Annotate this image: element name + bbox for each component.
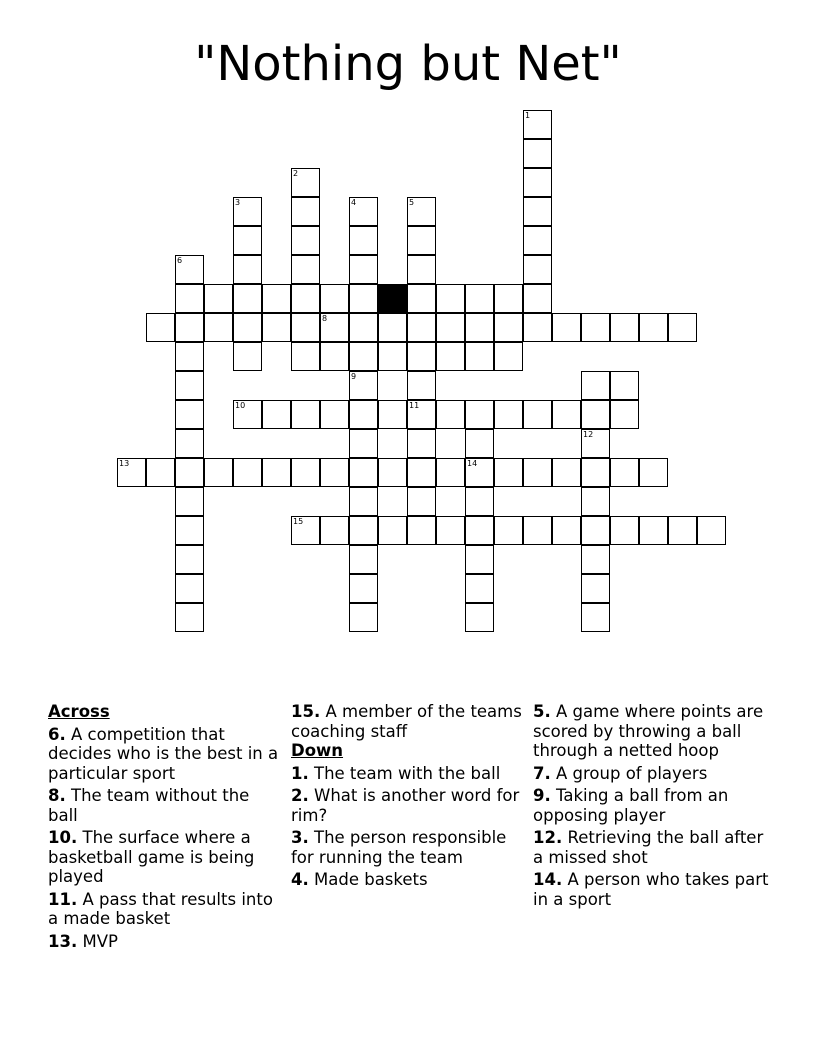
grid-cell[interactable] [233, 255, 262, 284]
grid-cell[interactable] [407, 516, 436, 545]
grid-cell[interactable] [465, 400, 494, 429]
clue-text: A member of the teams coaching staff [291, 702, 522, 741]
clue-text: A game where points are scored by throwing a ball through a netted hoop [533, 702, 764, 760]
grid-cell[interactable] [175, 342, 204, 371]
grid-cell[interactable] [349, 545, 378, 574]
grid-cell[interactable] [523, 284, 552, 313]
grid-cell[interactable] [581, 574, 610, 603]
grid-cell[interactable] [320, 284, 349, 313]
grid-cell[interactable] [349, 516, 378, 545]
clue-down-5 [533, 702, 769, 761]
grid-cell[interactable] [262, 400, 291, 429]
grid-cell[interactable] [175, 313, 204, 342]
grid-cell[interactable] [233, 400, 262, 429]
grid-cell[interactable] [349, 342, 378, 371]
clue-across-15 [291, 702, 527, 741]
grid-cell[interactable] [436, 342, 465, 371]
clue-number: 7. [533, 763, 551, 783]
grid-cell[interactable] [465, 516, 494, 545]
grid-cell[interactable] [552, 313, 581, 342]
grid-cell[interactable] [465, 313, 494, 342]
grid-cell[interactable] [349, 284, 378, 313]
black-square [378, 284, 407, 313]
grid-cell[interactable] [523, 226, 552, 255]
grid-cell[interactable] [523, 139, 552, 168]
clue-number: 4. [291, 870, 309, 889]
grid-cell[interactable] [552, 516, 581, 545]
clue-number-label: 9 [351, 372, 357, 381]
grid-cell[interactable] [320, 400, 349, 429]
grid-cell[interactable] [465, 545, 494, 574]
clue-across-10 [48, 828, 284, 887]
grid-cell[interactable] [349, 574, 378, 603]
grid-cell[interactable] [552, 400, 581, 429]
grid-cell[interactable] [523, 516, 552, 545]
down-heading: Down [291, 741, 344, 760]
clue-text: The person responsible for running the team [291, 828, 507, 867]
clue-down-12 [533, 828, 769, 867]
grid-cell[interactable] [175, 574, 204, 603]
clue-number-label: 2 [293, 169, 299, 178]
grid-cell[interactable] [639, 313, 668, 342]
clues-column-1 [48, 702, 284, 951]
grid-cell[interactable] [262, 313, 291, 342]
grid-cell[interactable] [465, 342, 494, 371]
grid-cell[interactable] [349, 429, 378, 458]
grid-cell[interactable] [291, 197, 320, 226]
grid-cell[interactable] [262, 458, 291, 487]
grid-cell[interactable] [291, 342, 320, 371]
grid-cell[interactable] [668, 516, 697, 545]
clue-text: A group of players [556, 763, 708, 783]
grid-cell[interactable] [668, 313, 697, 342]
grid-cell[interactable] [175, 516, 204, 545]
clue-number-label: 1 [525, 111, 531, 120]
grid-cell[interactable] [523, 255, 552, 284]
clue-number: 10. [48, 828, 78, 847]
grid-cell[interactable] [233, 284, 262, 313]
grid-cell[interactable] [465, 458, 494, 487]
grid-cell[interactable] [291, 168, 320, 197]
clue-down-7 [533, 764, 769, 784]
clue-number: 15. [291, 702, 321, 721]
grid-cell[interactable] [175, 487, 204, 516]
grid-cell[interactable] [349, 371, 378, 400]
clues-column-3 [533, 702, 769, 909]
grid-cell[interactable] [175, 371, 204, 400]
grid-cell[interactable] [494, 458, 523, 487]
clue-text: A person who takes part in a sport [533, 870, 769, 909]
grid-cell[interactable] [494, 516, 523, 545]
clue-down-14 [533, 870, 769, 909]
clue-number-label: 4 [351, 198, 357, 207]
grid-cell[interactable] [523, 197, 552, 226]
clue-text: Made baskets [314, 870, 428, 889]
grid-cell[interactable] [436, 284, 465, 313]
grid-cell[interactable] [581, 458, 610, 487]
grid-cell[interactable] [175, 545, 204, 574]
clue-text: The team without the ball [48, 786, 250, 825]
grid-cell[interactable] [407, 197, 436, 226]
grid-cell[interactable] [204, 458, 233, 487]
grid-cell[interactable] [320, 313, 349, 342]
grid-cell[interactable] [378, 516, 407, 545]
grid-cell[interactable] [175, 603, 204, 632]
grid-cell[interactable] [233, 226, 262, 255]
clue-number-label: 6 [177, 256, 183, 265]
grid-cell[interactable] [581, 371, 610, 400]
clue-number-label: 11 [409, 401, 420, 410]
grid-cell[interactable] [494, 313, 523, 342]
grid-cell[interactable] [146, 313, 175, 342]
grid-cell[interactable] [610, 458, 639, 487]
grid-cell[interactable] [378, 458, 407, 487]
clue-number: 6. [48, 724, 66, 744]
grid-cell[interactable] [233, 197, 262, 226]
grid-cell[interactable] [523, 313, 552, 342]
grid-cell[interactable] [378, 313, 407, 342]
grid-cell[interactable] [465, 603, 494, 632]
grid-cell[interactable] [146, 458, 175, 487]
grid-cell[interactable] [117, 458, 146, 487]
clue-text: MVP [82, 931, 118, 951]
grid-cell[interactable] [175, 429, 204, 458]
grid-cell[interactable] [610, 313, 639, 342]
grid-cell[interactable] [581, 516, 610, 545]
clue-down-2 [291, 786, 527, 825]
clue-text: The team with the ball [314, 763, 501, 783]
grid-cell[interactable] [407, 400, 436, 429]
grid-cell[interactable] [610, 371, 639, 400]
grid-cell[interactable] [494, 400, 523, 429]
grid-cell[interactable] [349, 603, 378, 632]
grid-cell[interactable] [639, 458, 668, 487]
clue-number-label: 5 [409, 198, 415, 207]
grid-cell[interactable] [436, 516, 465, 545]
grid-cell[interactable] [581, 400, 610, 429]
grid-cell[interactable] [175, 255, 204, 284]
clues-column-2 [291, 702, 527, 890]
clue-number: 1. [291, 763, 309, 783]
grid-cell[interactable] [639, 516, 668, 545]
grid-cell[interactable] [523, 458, 552, 487]
grid-cell[interactable] [291, 458, 320, 487]
clue-text: What is another word for rim? [291, 786, 520, 825]
grid-cell[interactable] [407, 284, 436, 313]
grid-cell[interactable] [320, 342, 349, 371]
grid-cell[interactable] [494, 342, 523, 371]
clue-text: Taking a ball from an opposing player [533, 786, 729, 825]
grid-cell[interactable] [523, 110, 552, 139]
grid-cell[interactable] [349, 226, 378, 255]
grid-cell[interactable] [349, 400, 378, 429]
clue-number-label: 15 [293, 517, 304, 526]
grid-cell[interactable] [349, 197, 378, 226]
grid-cell[interactable] [320, 516, 349, 545]
clue-text: A competition that decides who is the best in a particular sport [48, 724, 279, 783]
grid-cell[interactable] [291, 255, 320, 284]
grid-cell[interactable] [581, 313, 610, 342]
grid-cell[interactable] [465, 429, 494, 458]
clue-down-4 [291, 870, 527, 890]
clue-across-11 [48, 890, 284, 929]
clue-across-8 [48, 786, 284, 825]
clue-number-label: 14 [467, 459, 478, 468]
grid-cell[interactable] [233, 458, 262, 487]
clue-number-label: 12 [583, 430, 594, 439]
grid-cell[interactable] [436, 458, 465, 487]
grid-cell[interactable] [378, 342, 407, 371]
clue-down-1 [291, 764, 527, 784]
clue-number: 8. [48, 786, 66, 805]
clue-number: 14. [533, 870, 563, 889]
grid-cell[interactable] [697, 516, 726, 545]
clue-number-label: 13 [119, 459, 130, 468]
grid-cell[interactable] [291, 284, 320, 313]
clue-number: 9. [533, 786, 551, 805]
clue-number-label: 10 [235, 401, 246, 410]
clue-number: 11. [48, 889, 78, 909]
grid-cell[interactable] [407, 458, 436, 487]
grid-cell[interactable] [204, 284, 233, 313]
grid-cell[interactable] [349, 458, 378, 487]
grid-cell[interactable] [610, 516, 639, 545]
across-heading: Across [48, 702, 110, 721]
clue-across-6 [48, 725, 284, 784]
grid-cell[interactable] [494, 284, 523, 313]
grid-cell[interactable] [552, 458, 581, 487]
grid-cell[interactable] [436, 400, 465, 429]
grid-cell[interactable] [581, 429, 610, 458]
grid-cell[interactable] [407, 255, 436, 284]
grid-cell[interactable] [233, 342, 262, 371]
clue-number: 13. [48, 931, 78, 951]
grid-cell[interactable] [523, 400, 552, 429]
grid-cell[interactable] [175, 458, 204, 487]
grid-cell[interactable] [175, 400, 204, 429]
grid-cell[interactable] [349, 255, 378, 284]
grid-cell[interactable] [465, 487, 494, 516]
grid-cell[interactable] [378, 400, 407, 429]
grid-cell[interactable] [407, 313, 436, 342]
clue-number: 12. [533, 828, 563, 847]
grid-cell[interactable] [291, 226, 320, 255]
grid-cell[interactable] [233, 313, 262, 342]
clue-text: The surface where a basketball game is being played [48, 828, 255, 886]
grid-cell[interactable] [204, 313, 233, 342]
grid-cell[interactable] [581, 545, 610, 574]
grid-cell[interactable] [465, 284, 494, 313]
grid-cell[interactable] [291, 313, 320, 342]
clue-number: 5. [533, 702, 551, 721]
clue-number: 3. [291, 828, 309, 847]
clue-text: A pass that results into a made basket [48, 889, 273, 928]
grid-cell[interactable] [407, 487, 436, 516]
clue-number-label: 8 [322, 314, 328, 323]
grid-cell[interactable] [291, 400, 320, 429]
grid-cell[interactable] [581, 487, 610, 516]
grid-cell[interactable] [465, 574, 494, 603]
puzzle-title: "Nothing but Net" [194, 36, 622, 92]
grid-cell[interactable] [349, 487, 378, 516]
clue-across-13 [48, 932, 284, 952]
clue-down-3 [291, 828, 527, 867]
grid-cell[interactable] [436, 313, 465, 342]
clue-down-9 [533, 786, 769, 825]
grid-cell[interactable] [407, 226, 436, 255]
clue-number: 2. [291, 786, 309, 805]
grid-cell[interactable] [291, 516, 320, 545]
grid-cell[interactable] [610, 400, 639, 429]
grid-cell[interactable] [262, 284, 291, 313]
grid-cell[interactable] [407, 371, 436, 400]
grid-cell[interactable] [175, 284, 204, 313]
grid-cell[interactable] [349, 313, 378, 342]
grid-cell[interactable] [581, 603, 610, 632]
clue-number-label: 3 [235, 198, 241, 207]
grid-cell[interactable] [523, 168, 552, 197]
grid-cell[interactable] [320, 458, 349, 487]
grid-cell[interactable] [407, 342, 436, 371]
grid-cell[interactable] [407, 429, 436, 458]
clue-text: Retrieving the ball after a missed shot [533, 828, 764, 867]
